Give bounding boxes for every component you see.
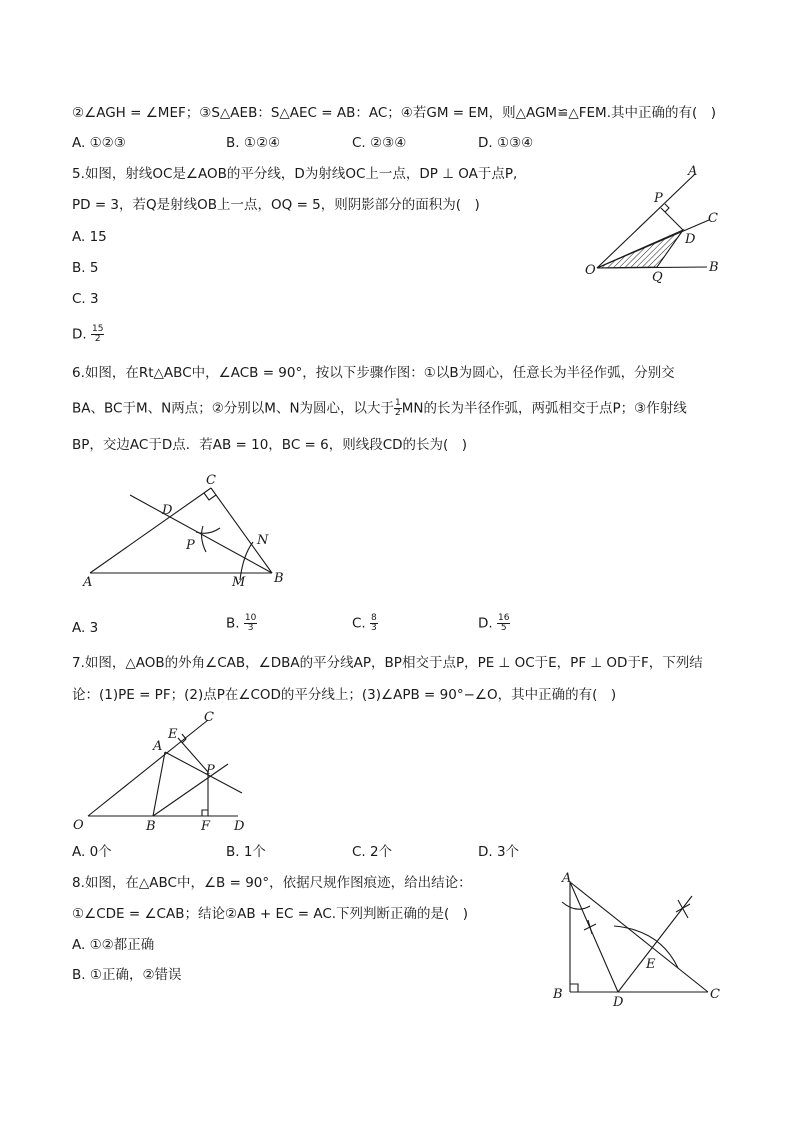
q5-option-d-prefix: D. [72, 326, 87, 343]
q8-label-e: E [646, 957, 656, 972]
q7-label-p: P [206, 763, 215, 778]
q6-half-fraction: $\frac{1}{2}$ [395, 398, 401, 418]
q6-label-b: B [274, 571, 284, 586]
q4-option-b[interactable]: B. ①②④ [226, 135, 281, 151]
q7-label-c: C [204, 710, 214, 725]
q8-side-ac [570, 882, 708, 992]
q5-option-c[interactable]: C. 3 [72, 291, 99, 307]
q4-statement-line: ②∠AGH = ∠MEF；③S△AEB：S△AEC = AB：AC；④若GM = EM，则△AGM≌△FEM.其中正确的有( ) [72, 105, 717, 121]
q7-option-b[interactable]: B. 1个 [226, 844, 266, 860]
q8-arc-at-a [562, 902, 590, 909]
q5-label-a: A [688, 164, 698, 179]
q7-option-c[interactable]: C. 2个 [352, 844, 393, 860]
q6-ray-bp [130, 495, 272, 573]
q6-option-b[interactable] [226, 614, 257, 633]
q5-option-a[interactable]: A. 15 [72, 229, 107, 245]
q8-statement-line-1: 8.如图，在△ABC中，∠B = 90°，依据尺规作图痕迹，给出结论： [72, 875, 472, 891]
q6-label-d: D [162, 503, 173, 518]
q8-option-a[interactable]: A. ①②都正确 [72, 937, 155, 953]
q5-figure [585, 160, 725, 285]
q5-statement-line-1: 5.如图，射线OC是∠AOB的平分线，D为射线OC上一点，DP ⊥ OA于点P, [72, 166, 518, 182]
q6-label-m: M [232, 575, 246, 590]
q7-right-angle-mark-f [202, 810, 208, 816]
q8-right-angle-mark [570, 984, 578, 992]
q8-segment-ad [570, 882, 618, 992]
q6-label-n: N [257, 533, 269, 548]
q6-arc-p-2 [196, 528, 220, 533]
q6-label-c: C [206, 473, 216, 488]
q6-option-c-prefix: C. [352, 615, 366, 632]
q6-side-ac [90, 488, 211, 573]
q7-segment-ab [153, 752, 165, 816]
q8-cross-mark-2 [676, 900, 690, 918]
q8-label-d: D [613, 995, 624, 1010]
q7-label-d: D [234, 819, 245, 834]
q8-label-b: B [553, 987, 563, 1002]
q6-option-b-prefix: B. [226, 615, 240, 632]
q6-option-d-fraction: $\frac{16}{5}$ [497, 613, 510, 633]
q5-right-angle-mark [665, 204, 669, 212]
q5-option-b[interactable]: B. 5 [72, 260, 99, 276]
q6-side-cb [211, 488, 272, 573]
q7-label-e: E [168, 727, 178, 742]
q6-statement-line-1: 6.如图，在Rt△ABC中，∠ACB = 90°，按以下步骤作图：①以B为圆心，任意长为半径作弧，分别交 [72, 365, 675, 381]
q6-line2-part-1: BA、BC于M、N两点；②分别以M、N为圆心，以大于 [72, 400, 395, 417]
q5-label-b: B [709, 260, 719, 275]
q4-option-a[interactable]: A. ①②③ [72, 135, 126, 151]
q6-option-c-fraction: $\frac{8}{3}$ [371, 613, 377, 633]
q5-label-q: Q [652, 270, 663, 285]
q6-option-b-fraction: $\frac{10}{3}$ [244, 613, 257, 633]
q7-label-f: F [201, 819, 211, 834]
q7-statement-line-2: 论：(1)PE = PF；(2)点P在∠COD的平分线上；(3)∠APB = 90°−∠O，其中正确的有( ) [72, 687, 617, 703]
q6-label-p: P [186, 538, 195, 553]
q6-right-angle-mark [204, 493, 216, 500]
q6-statement-line-2 [72, 399, 687, 418]
q7-option-a[interactable]: A. 0个 [72, 844, 112, 860]
q6-option-d[interactable] [478, 614, 510, 633]
q7-label-b: B [146, 819, 156, 834]
q8-figure [550, 868, 730, 1008]
q5-label-o: O [585, 263, 596, 278]
q7-label-a: A [153, 739, 163, 754]
q8-cross-mark-1 [584, 920, 596, 934]
q6-figure [80, 470, 295, 590]
q6-arc-p-1 [202, 526, 206, 552]
q7-figure [70, 708, 260, 838]
q8-option-b[interactable]: B. ①正确，②错误 [72, 967, 182, 983]
q5-label-p: P [654, 191, 663, 206]
q6-statement-line-3: BP，交边AC于D点．若AB = 10，BC = 6，则线段CD的长为( ) [72, 437, 468, 453]
q6-line2-part-2: MN的长为半径作弧，两弧相交于点P；③作射线 [401, 400, 687, 417]
q5-segment-pd [661, 208, 683, 230]
q5-option-d-fraction: $\frac{15}{2}$ [91, 324, 104, 344]
q5-statement-line-2: PD = 3，若Q是射线OB上一点，OQ = 5，则阴影部分的面积为( ) [72, 197, 480, 213]
q4-option-d[interactable]: D. ①③④ [478, 135, 534, 151]
q6-option-c[interactable] [352, 614, 378, 633]
q7-ray-oc [88, 720, 208, 816]
q8-label-a: A [562, 871, 572, 886]
q6-option-a[interactable]: A. 3 [72, 620, 99, 636]
q5-label-c: C [708, 211, 718, 226]
q6-label-a: A [83, 575, 93, 590]
q8-ray-de [618, 896, 692, 992]
q7-bisector-bp [153, 764, 228, 816]
q7-statement-line-1: 7.如图，△AOB的外角∠CAB，∠DBA的平分线AP，BP相交于点P，PE ⊥ OC于E，PF ⊥ OD于F，下列结 [72, 655, 703, 671]
q6-option-d-prefix: D. [478, 615, 493, 632]
q7-label-o: O [73, 818, 84, 833]
q5-option-d[interactable] [72, 325, 104, 344]
q7-bisector-ap [165, 752, 242, 793]
q7-option-d[interactable]: D. 3个 [478, 844, 520, 860]
q5-label-d: D [685, 232, 696, 247]
q8-statement-line-2: ①∠CDE = ∠CAB；结论②AB + EC = AC.下列判断正确的是( ) [72, 906, 469, 922]
q4-option-c[interactable]: C. ②③④ [352, 135, 407, 151]
q8-label-c: C [710, 987, 720, 1002]
